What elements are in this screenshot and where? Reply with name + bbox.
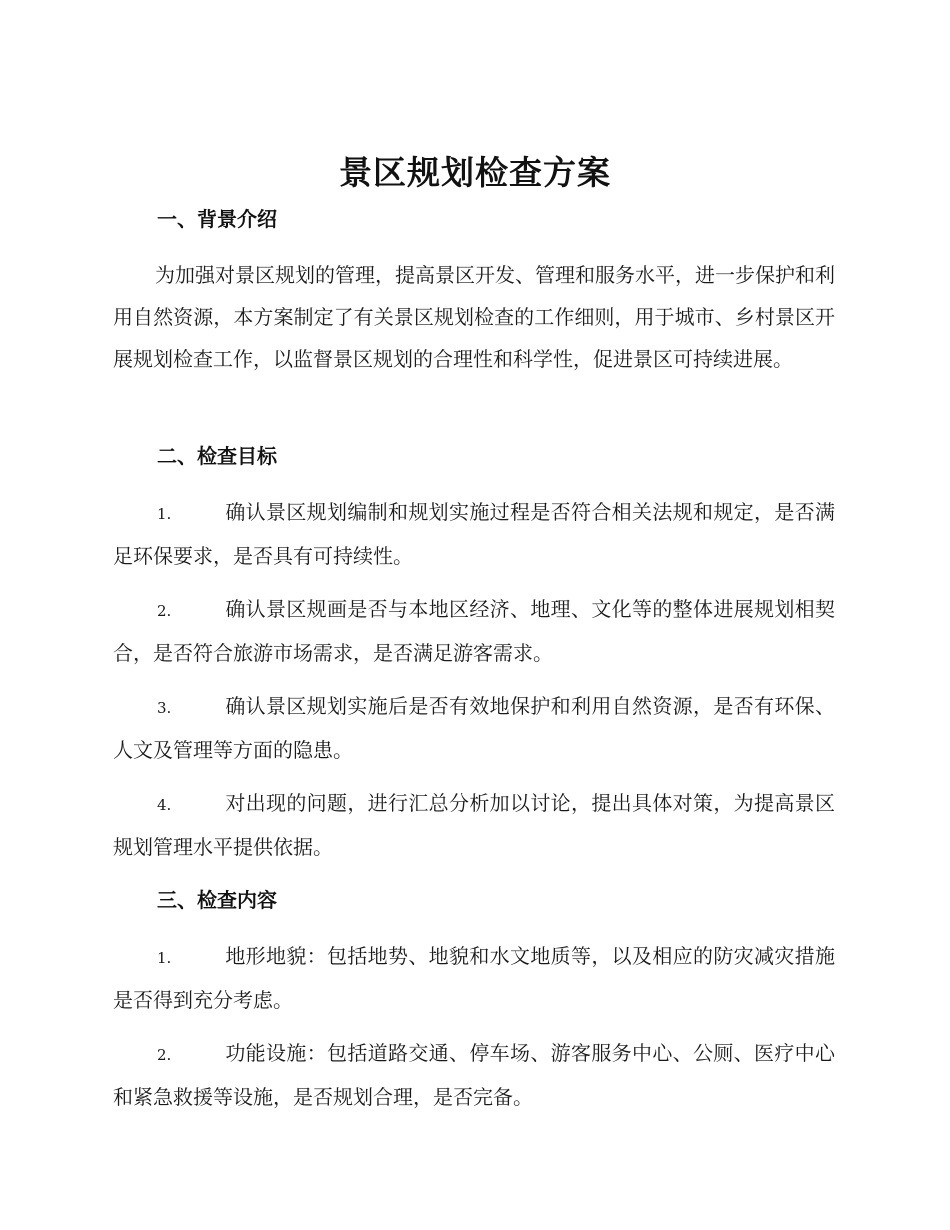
list-item (113, 491, 835, 577)
list-item (113, 935, 835, 1021)
list-item-text: 地形地貌：包括地势、地貌和水文地质等，以及相应的防灾减灾措施是否得到充分考虑。 (113, 944, 835, 1012)
section-heading-content: 三、检查内容 (157, 888, 277, 912)
list-item-number: 4. (157, 796, 172, 814)
list-item-text: 功能设施：包括道路交通、停车场、游客服务中心、公厕、医疗中心和紧急救援等设施，是否规划合理，是否完备。 (113, 1041, 835, 1109)
list-item-text: 对出现的问题，进行汇总分析加以讨论，提出具体对策，为提高景区规划管理水平提供依据。 (113, 791, 835, 859)
list-item-text: 确认景区规划实施后是否有效地保护和利用自然资源，是否有环保、人文及管理等方面的隐患。 (113, 694, 835, 762)
list-item-text: 确认景区规画是否与本地区经济、地理、文化等的整体进展规划相契合，是否符合旅游市场需求，是否满足游客需求。 (113, 597, 835, 665)
list-item-number: 3. (157, 699, 172, 717)
list-item-number: 2. (157, 1046, 172, 1064)
list-item-number: 2. (157, 602, 172, 620)
list-item-number: 1. (157, 949, 172, 967)
list-item (113, 588, 835, 674)
background-paragraph: 为加强对景区规划的管理，提高景区开发、管理和服务水平，进一步保护和利用自然资源，本方案制定了有关景区规划检查的工作细则，用于城市、乡村景区开展规划检查工作，以监督景区规划的合理性和科学性，促进景区可持续进展。 (113, 263, 835, 371)
list-item-text: 确认景区规划编制和规划实施过程是否符合相关法规和规定，是否满足环保要求，是否具有可持续性。 (113, 500, 835, 568)
document-title: 景区规划检查方案 (339, 153, 611, 192)
section-heading-background: 一、背景介绍 (157, 207, 277, 231)
list-item (113, 685, 835, 771)
list-item (113, 1032, 835, 1118)
list-item (113, 782, 835, 868)
section-heading-objectives: 二、检查目标 (157, 444, 277, 468)
list-item-number: 1. (157, 505, 172, 523)
